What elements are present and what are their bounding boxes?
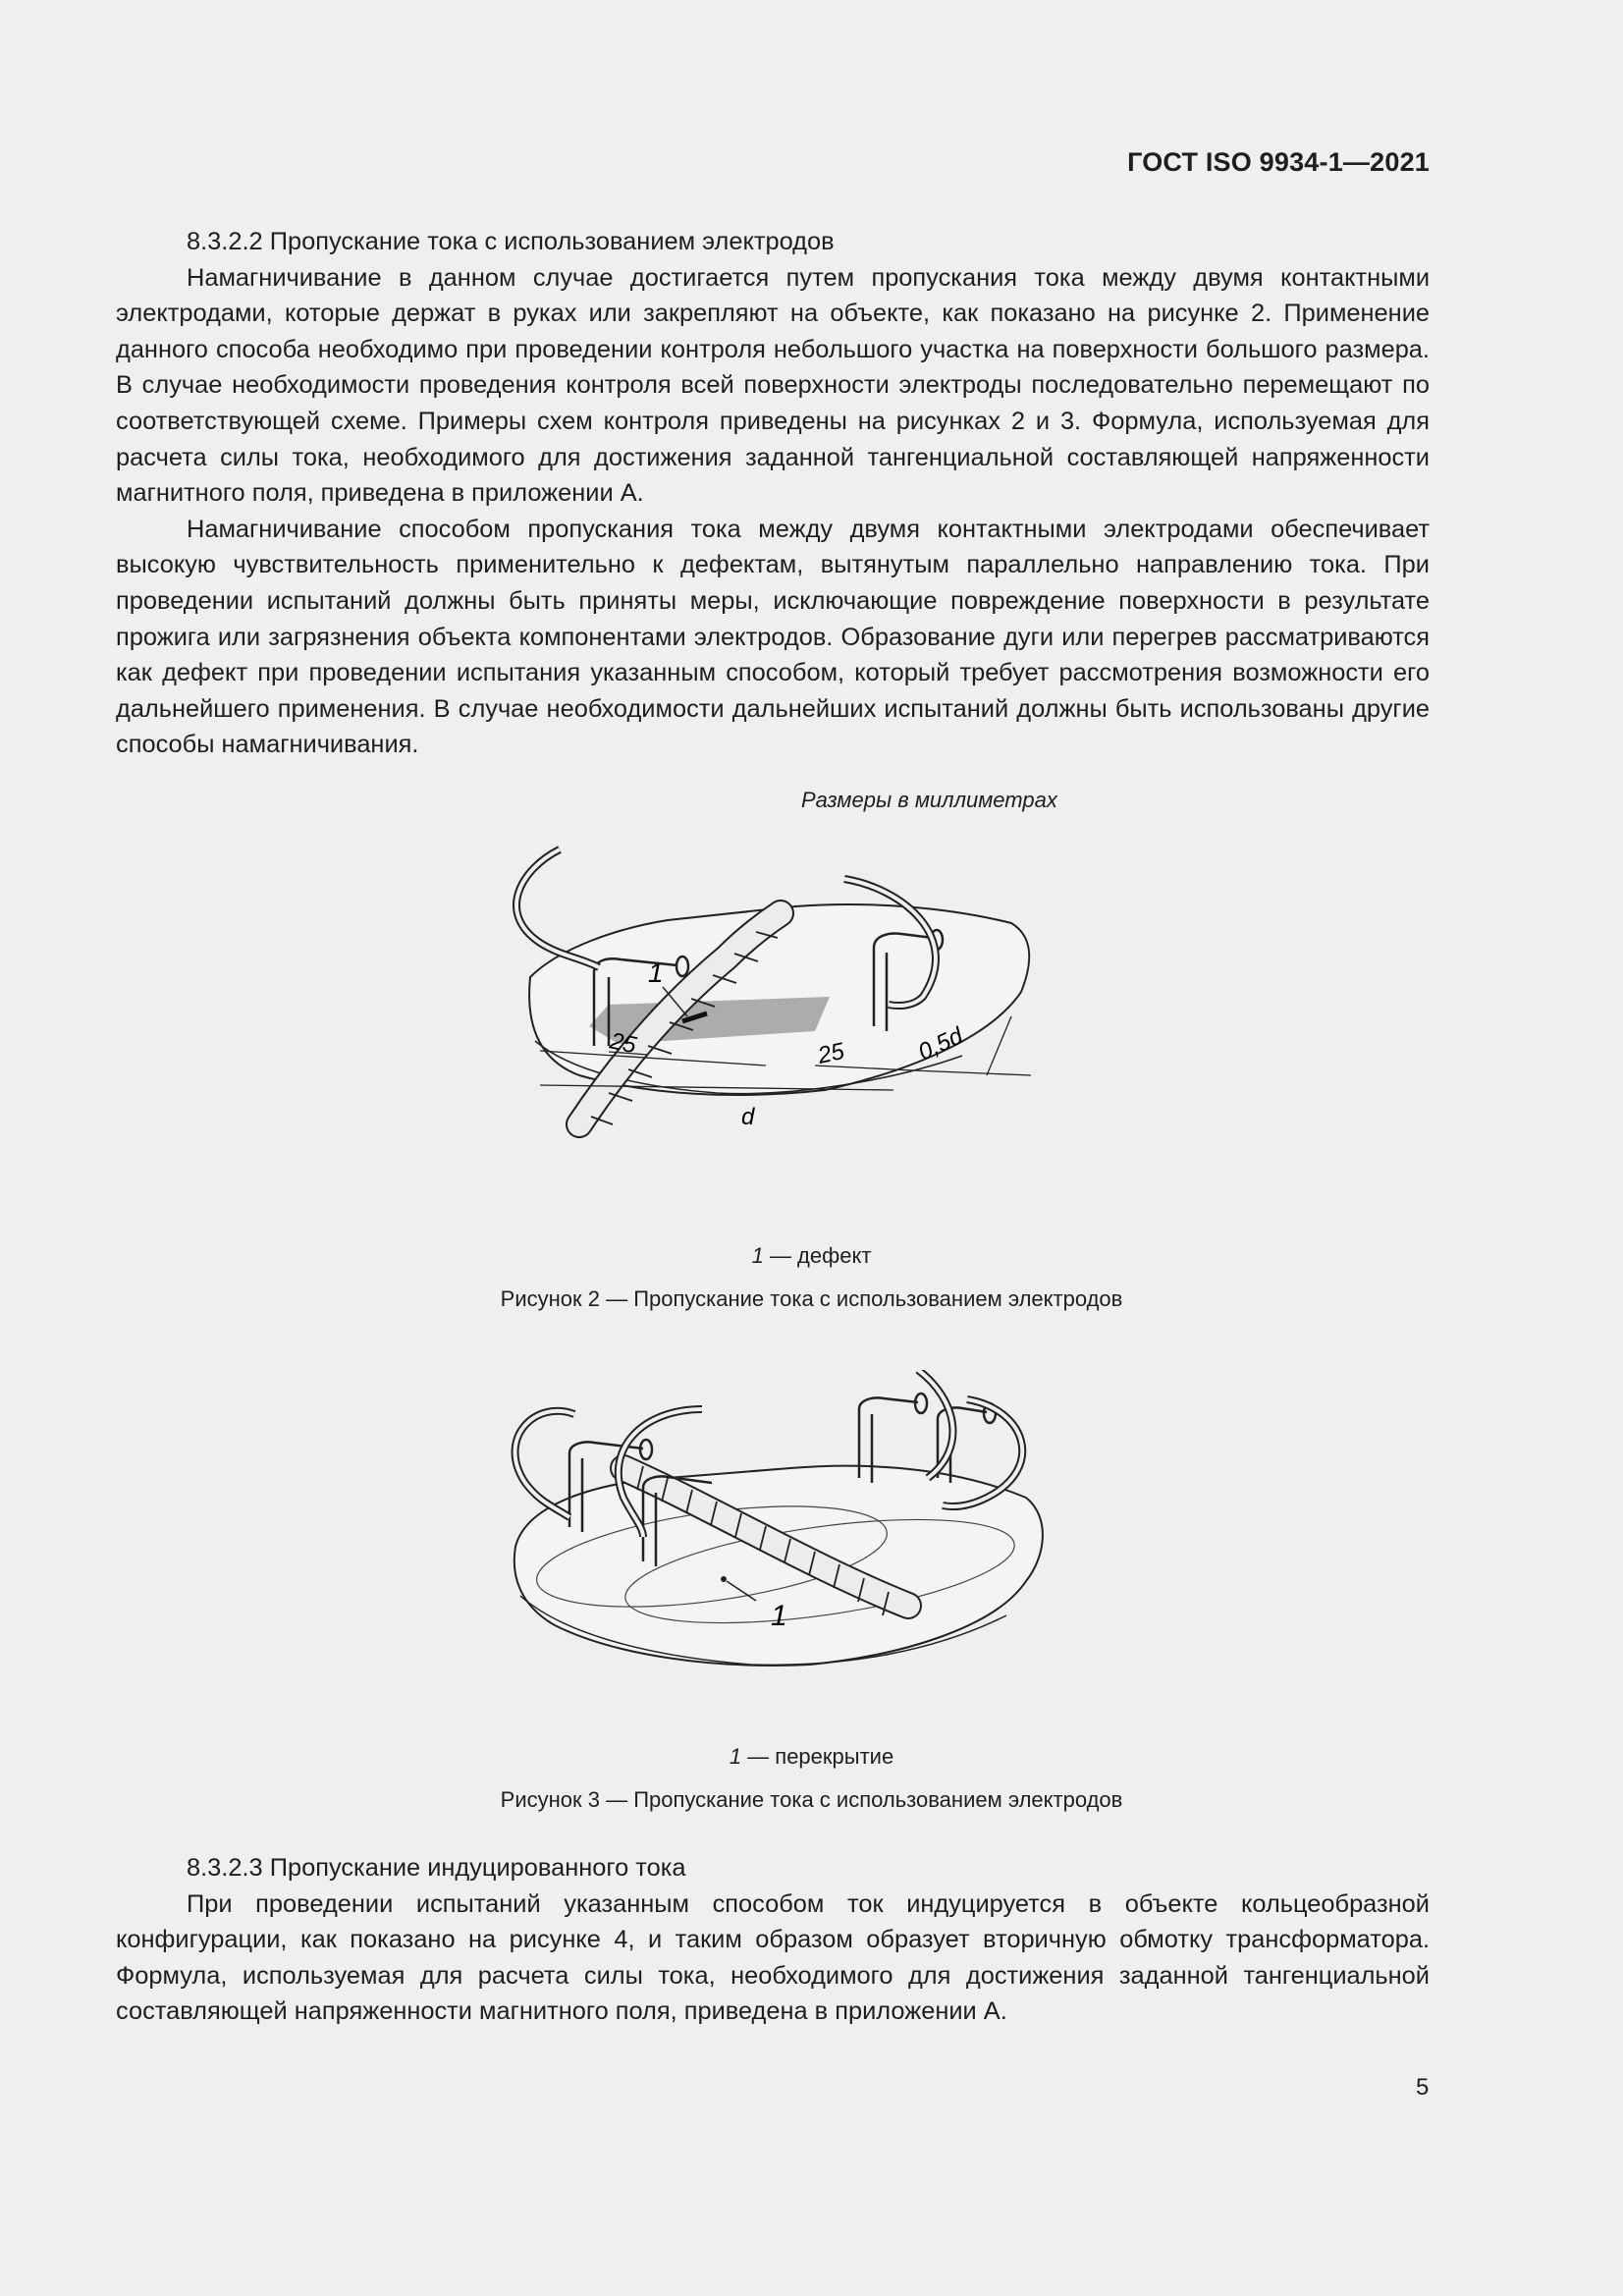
section-heading: 8.3.2.3 Пропускание индуцированного тока (187, 1854, 686, 1882)
figure-3-legend (0, 1744, 1623, 1770)
figure-3-caption: Рисунок 3 — Пропускание тока с использованием электродов (500, 1787, 1123, 1812)
legend-text: — дефект (763, 1243, 872, 1268)
section-8-3-2-3 (116, 1850, 1430, 2030)
section-heading: 8.3.2.2 Пропускание тока с использованием электродов (187, 228, 835, 255)
legend-number: 1 (751, 1243, 764, 1268)
figure-2-drawing (501, 830, 1041, 1203)
section-8-3-2-2 (116, 224, 1430, 763)
document-id: ГОСТ ISO 9934-1—2021 (1127, 147, 1430, 177)
paragraph: Намагничивание в данном случае достигается путем пропускания тока между двумя контактными электродами, которые держат в руках или закрепляют на объекте, как показано на рисунке 2. Применение данного способа необходимо при проведении контроля небольшого участка на поверхности большого размера. В случае необходимости проведения контроля всей поверхности электроды последовательно перемещают по соответствующей схеме. Примеры схем контроля приведены на рисунках 2 и 3. Формула, используемая для расчета силы тока, необходимого для достижения заданной тангенциальной составляющей напряженности магнитного поля, приведена в приложении А. (116, 263, 1430, 508)
page-number: 5 (1416, 2074, 1430, 2101)
legend-number: 1 (729, 1744, 742, 1769)
paragraph: Намагничивание способом пропускания тока между двумя контактными электродами обеспечивает высокую чувствительность применительно к дефектам, вытянутым параллельно направлению тока. При проведении испытаний должны быть приняты меры, исключающие повреждение поверхности в результате прожига или загрязнения объекта компонентами электродов. Образование дуги или перегрев рассматриваются как дефект при проведении испытания указанным способом, который требует рассмотрения возможности его дальнейшего применения. В случае необходимости дальнейших испытаний должны быть использованы другие способы намагничивания. (116, 515, 1430, 759)
overlap-label: 1 (771, 1600, 787, 1632)
paragraph: При проведении испытаний указанным способом ток индуцируется в объекте кольцеобразной конфигурации, как показано на рисунке 4, и таким образом образует вторичную обмотку трансформатора. Формула, используемая для расчета силы тока, необходимого для достижения заданной тангенциальной составляющей напряженности магнитного поля, приведена в приложении А. (116, 1889, 1430, 2026)
figure-3-drawing (496, 1370, 1065, 1723)
leader-dot (721, 1576, 727, 1582)
dim-25-left: 25 (607, 1027, 639, 1060)
legend-text: — перекрытие (741, 1744, 894, 1769)
dimensions-note: Размеры в миллиметрах (801, 788, 1057, 812)
dim-05d: 0,5d (914, 1022, 967, 1066)
dim-d: d (741, 1104, 755, 1130)
dim-25-right: 25 (815, 1037, 847, 1069)
figure-2-legend (0, 1243, 1623, 1269)
defect-label: 1 (648, 957, 664, 988)
figure-2-caption: Рисунок 2 — Пропускание тока с использованием электродов (500, 1286, 1123, 1311)
